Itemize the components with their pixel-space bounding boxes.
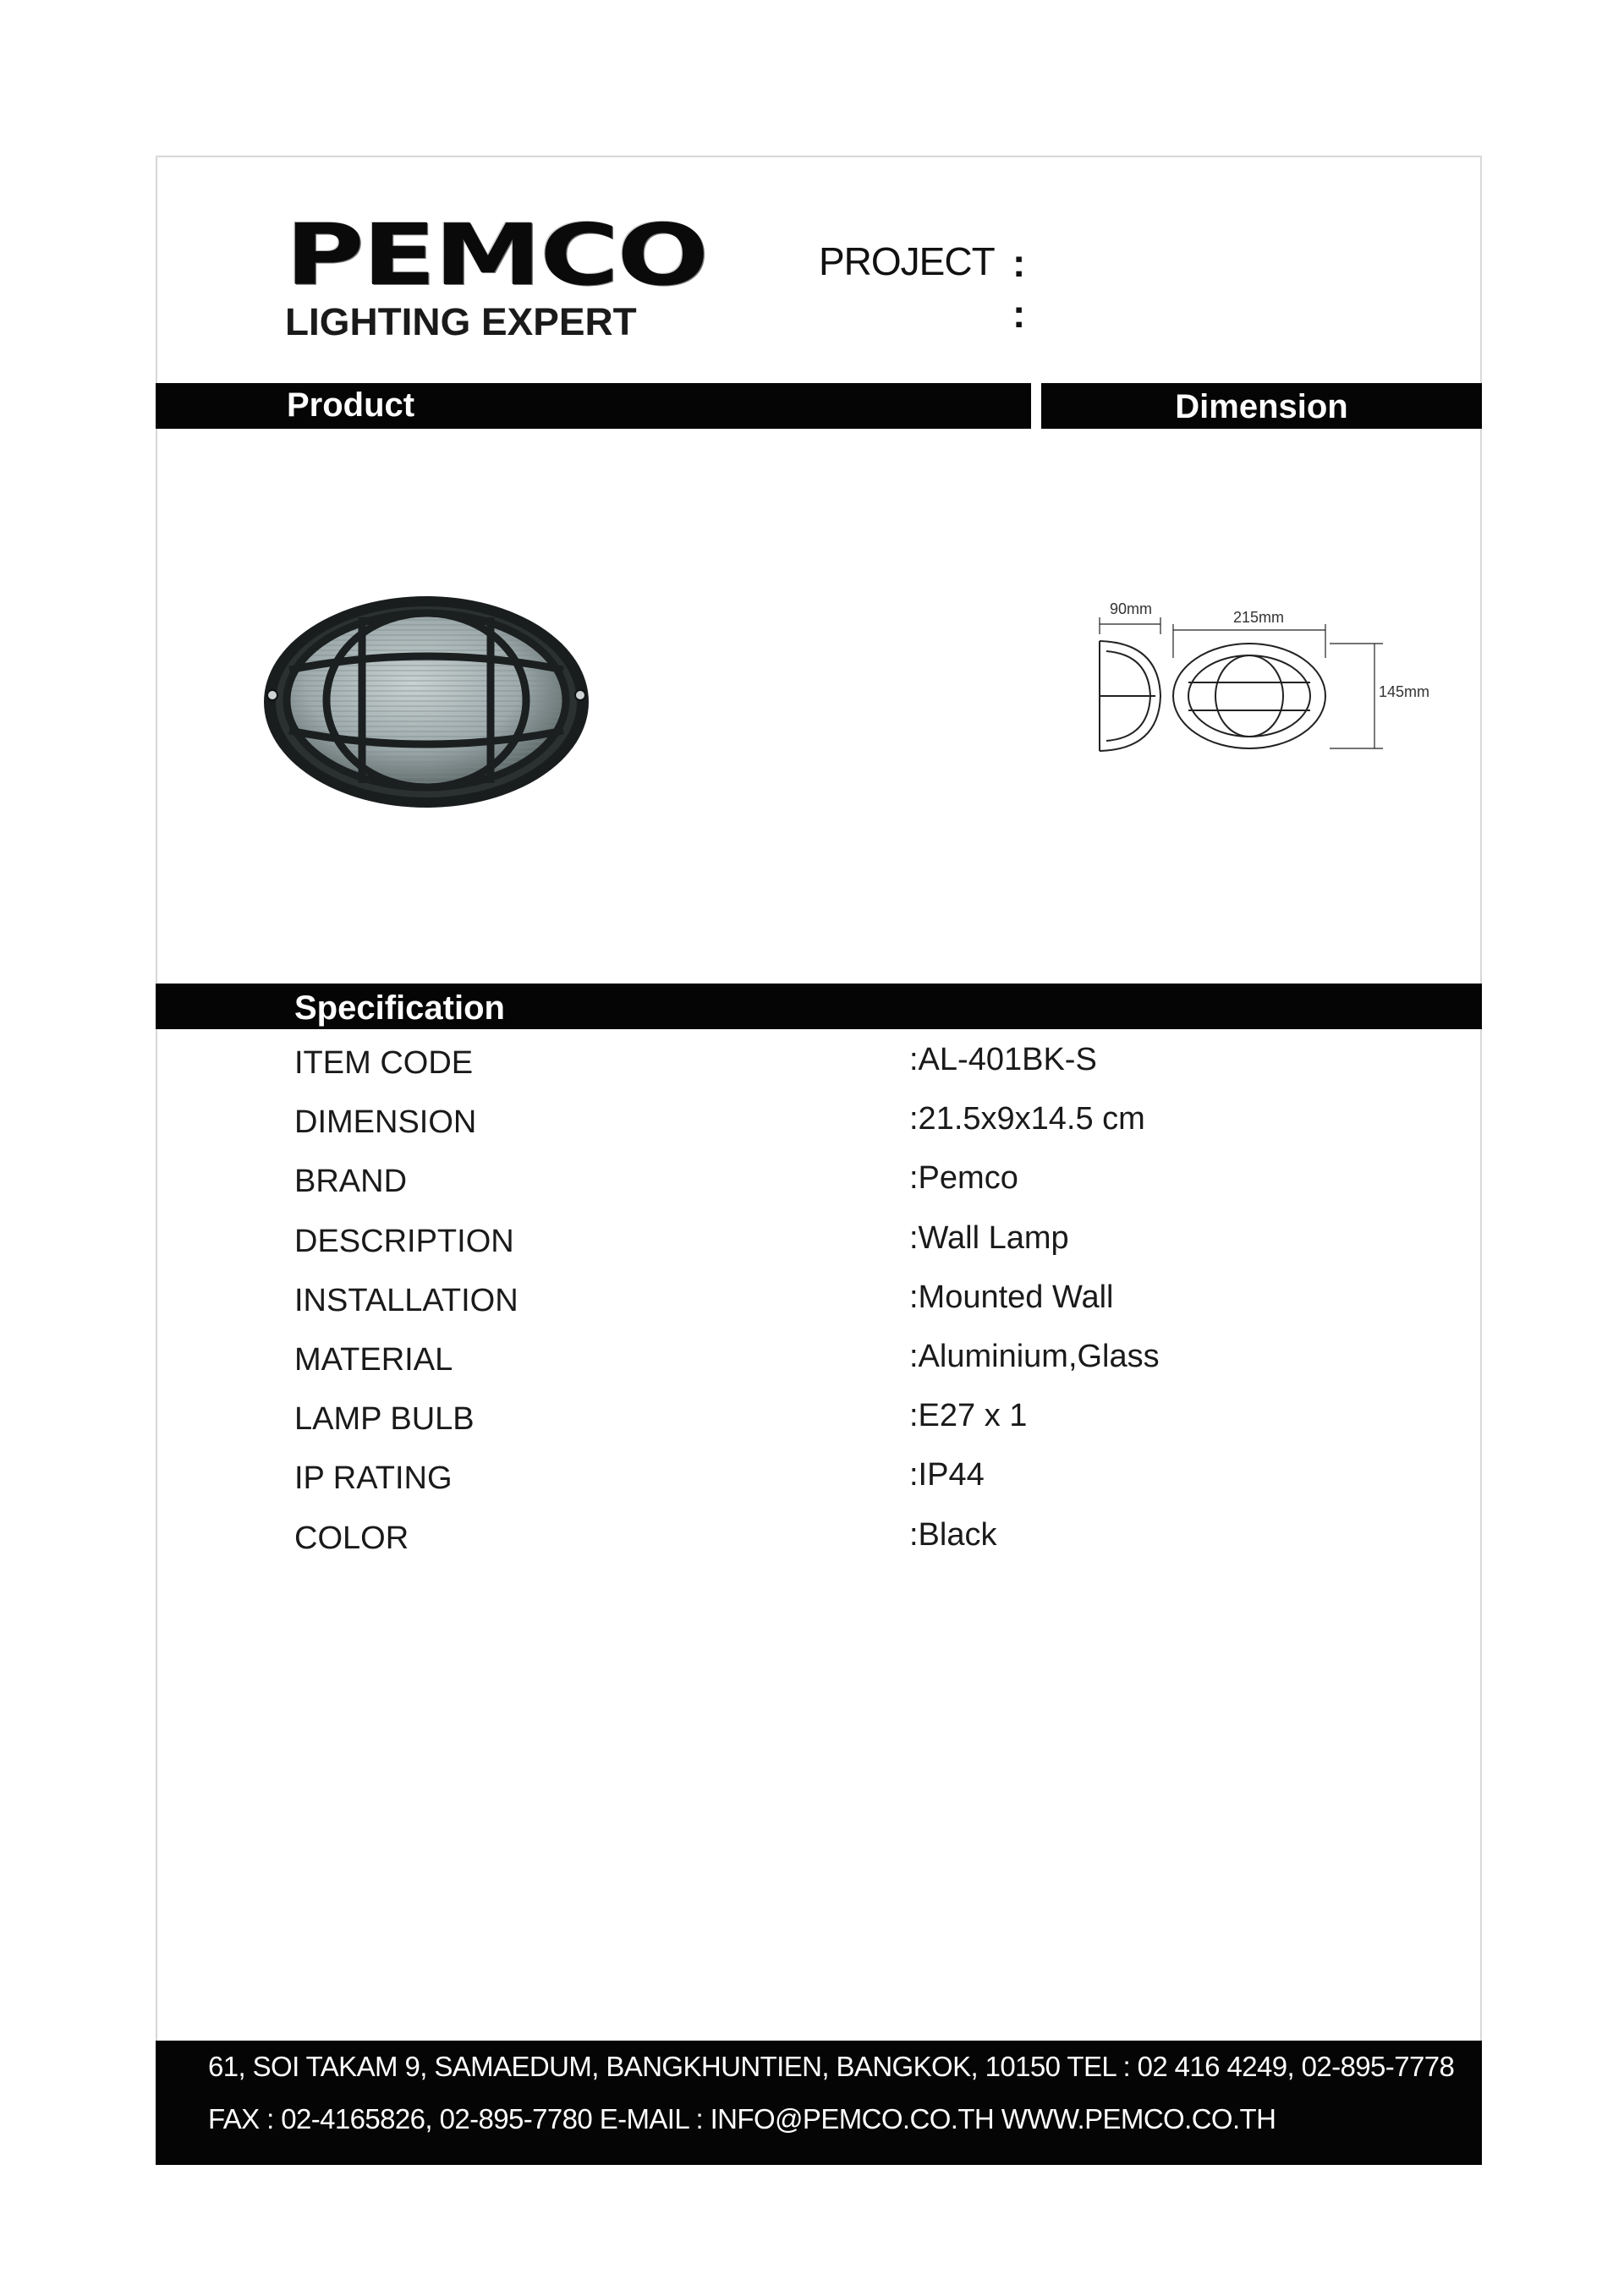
spec-row-description	[294, 1215, 1394, 1274]
spec-label: MATERIAL	[294, 1341, 453, 1378]
spec-value: :E27 x 1	[909, 1398, 1028, 1434]
spec-row-ip-rating	[294, 1452, 1394, 1511]
dim-height-label: 145mm	[1379, 683, 1430, 700]
spec-row-brand	[294, 1155, 1394, 1214]
spec-label: INSTALLATION	[294, 1282, 518, 1318]
spec-label: BRAND	[294, 1164, 408, 1200]
dimension-section-header: Dimension	[1041, 383, 1482, 429]
logo-wordmark: PEMCO	[285, 205, 707, 304]
spec-label: DIMENSION	[294, 1104, 477, 1141]
dim-width-label: 215mm	[1233, 609, 1285, 626]
spec-value: :Black	[909, 1516, 997, 1553]
spec-table	[294, 1037, 1394, 1571]
contact-footer	[156, 2041, 1482, 2165]
product-section-header: Product	[156, 383, 1031, 429]
pemco-logo	[285, 205, 707, 343]
project-label: PROJECT	[819, 239, 995, 283]
spec-value: :AL-401BK-S	[909, 1042, 1097, 1077]
dim-depth-label: 90mm	[1110, 600, 1153, 617]
footer-contact: FAX : 02-4165826, 02-895-7780 E-MAIL : INFO@PEMCO.CO.TH WWW.PEMCO.CO.TH	[208, 2103, 1276, 2134]
project-colon: :	[1012, 241, 1026, 285]
spec-label: LAMP BULB	[294, 1401, 475, 1438]
dimension-drawing	[1091, 584, 1446, 770]
project-colon-second: :	[1012, 292, 1026, 336]
spec-row-color	[294, 1512, 1394, 1571]
spec-label: DESCRIPTION	[294, 1223, 514, 1259]
spec-label: COLOR	[294, 1520, 409, 1556]
spec-row-material	[294, 1334, 1394, 1393]
spec-label: IP RATING	[294, 1460, 453, 1497]
specification-section-header: Specification	[156, 984, 1482, 1029]
spec-value: :Aluminium,Glass	[909, 1338, 1160, 1374]
spec-label: ITEM CODE	[294, 1045, 474, 1081]
spec-value: :21.5x9x14.5 cm	[909, 1101, 1145, 1137]
logo-tagline: LIGHTING EXPERT	[285, 300, 637, 343]
spec-value: :Mounted Wall	[909, 1279, 1114, 1315]
spec-row-dimension	[294, 1096, 1394, 1155]
product-photo	[261, 592, 592, 812]
spec-value: :Pemco	[909, 1160, 1018, 1197]
spec-row-lamp-bulb	[294, 1393, 1394, 1452]
footer-address: 61, SOI TAKAM 9, SAMAEDUM, BANGKHUNTIEN, BANGKOK, 10150 TEL : 02 416 4249, 02-895-7778	[208, 2051, 1455, 2082]
spec-row-item-code	[294, 1037, 1394, 1096]
spec-value: :Wall Lamp	[909, 1219, 1069, 1256]
spec-value: :IP44	[909, 1457, 985, 1493]
spec-row-installation	[294, 1274, 1394, 1334]
